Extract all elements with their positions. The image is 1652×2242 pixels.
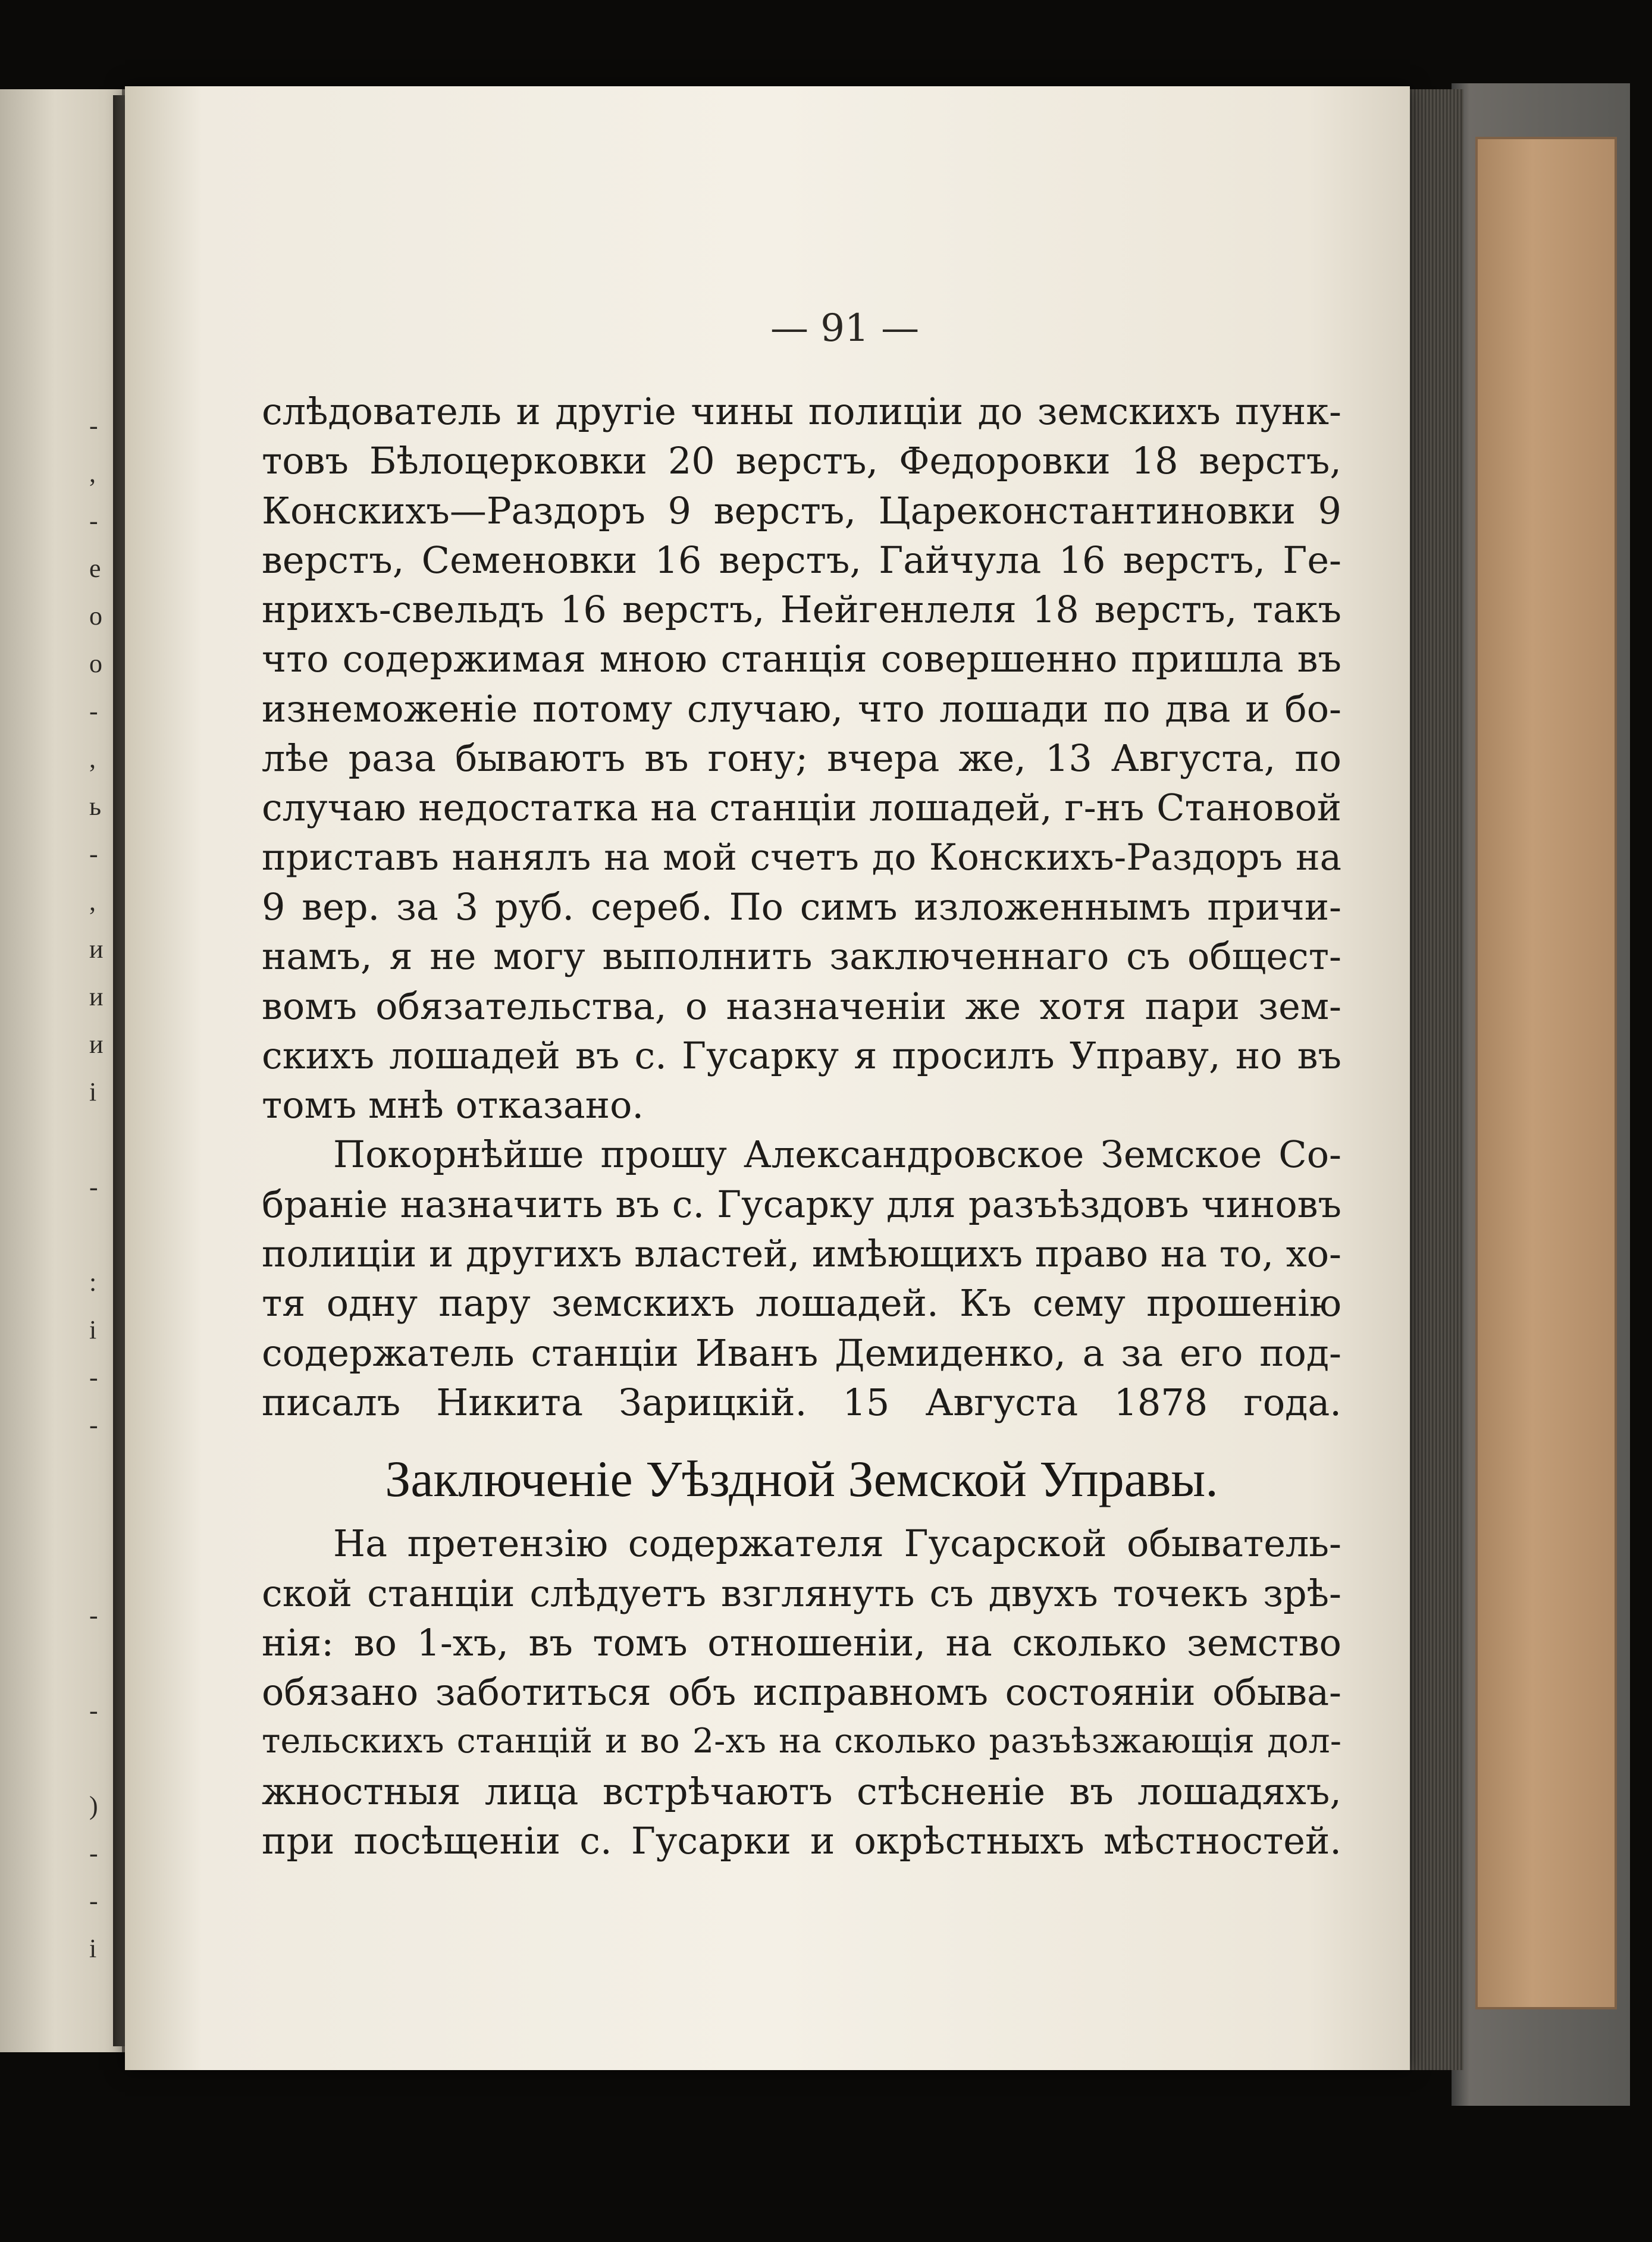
text-line: ской станціи слѣдуетъ взглянуть съ двухъ точекъ зрѣ-	[262, 1571, 1341, 1615]
left-margin-char: -	[89, 1601, 98, 1630]
page-body	[262, 387, 1341, 1865]
text-line: На претензію содержателя Гусарской обыватель-	[333, 1522, 1341, 1566]
left-margin-char: -	[89, 1886, 98, 1915]
book-page	[125, 86, 1410, 2070]
paragraph-2	[262, 1130, 1341, 1427]
text-line: жностныя лица встрѣчаютъ стѣсненіе въ лошадяхъ,	[262, 1769, 1341, 1813]
text-line: обязано заботиться объ исправномъ состояніи обыва-	[262, 1670, 1341, 1714]
text-line: нія: во 1-хъ, въ томъ отношеніи, на сколько земство	[262, 1620, 1341, 1664]
text-line: томъ мнѣ отказано.	[262, 1083, 644, 1127]
left-margin-char: о	[89, 601, 102, 631]
section-heading: Заключеніе Уѣздной Земской Управы.	[385, 1450, 1218, 1508]
left-margin-char: -	[89, 1696, 98, 1725]
text-line: скихъ лошадей въ с. Гусарку я просилъ Управу, но въ	[262, 1033, 1341, 1077]
left-margin-char: и	[89, 935, 104, 964]
page-number: — 91 —	[770, 306, 920, 350]
left-margin-char: -	[89, 1410, 98, 1440]
paragraph-3	[262, 1519, 1341, 1865]
text-line: писалъ Никита Зарицкій. 15 Августа 1878 года.	[262, 1380, 1341, 1424]
left-margin-char: і	[89, 1315, 97, 1344]
text-line: при посѣщеніи с. Гусарки и окрѣстныхъ мѣстностей.	[262, 1819, 1341, 1863]
text-line: тя одну пару земскихъ лошадей. Къ сему прошенію	[262, 1281, 1341, 1325]
left-margin-char: )	[89, 1791, 98, 1820]
text-line: что содержимая мною станція совершенно пришла въ	[262, 637, 1341, 681]
text-line: Покорнѣйше прошу Александровское Земское Со-	[333, 1133, 1341, 1177]
left-margin-char: ,	[89, 459, 96, 488]
text-line: содержатель станціи Иванъ Демиденко, а за его под-	[262, 1331, 1341, 1375]
text-line: полиціи и другихъ властей, имѣющихъ право на то, хо-	[262, 1232, 1341, 1276]
text-line: вомъ обязательства, о назначеніи же хотя пари зем-	[262, 984, 1341, 1028]
left-margin-char: е	[89, 554, 101, 583]
left-margin-char: :	[89, 1268, 97, 1297]
text-line: 9 вер. за 3 руб. сереб. По симъ изложеннымъ причи-	[262, 885, 1341, 929]
left-margin-char: и	[89, 982, 104, 1011]
left-margin-char: ,	[89, 887, 96, 916]
left-margin-char: -	[89, 839, 98, 868]
text-line: приставъ нанялъ на мой счетъ до Конскихъ-Раздоръ на	[262, 836, 1341, 879]
page-edges	[1404, 89, 1463, 2070]
left-page-edge	[0, 89, 126, 2052]
text-line: случаю недостатка на станціи лошадей, г-нъ Становой	[262, 786, 1341, 830]
left-margin-char: -	[89, 1363, 98, 1392]
left-margin-char: -	[89, 697, 98, 726]
text-line: браніе назначить въ с. Гусарку для разъѣздовъ чиновъ	[262, 1182, 1341, 1226]
left-margin-char: і	[89, 1077, 97, 1106]
left-margin-char: -	[89, 506, 98, 535]
text-line: изнеможеніе потому случаю, что лошади по два и бо-	[262, 686, 1341, 730]
left-margin-char: ,	[89, 744, 96, 773]
left-margin-char: -	[89, 411, 98, 440]
text-line: товъ Бѣлоцерковки 20 верстъ, Федоровки 18 верстъ,	[262, 439, 1341, 483]
text-line: Конскихъ—Раздоръ 9 верстъ, Цареконстантиновки 9	[262, 488, 1341, 532]
left-margin-char: и	[89, 1030, 104, 1059]
left-page-margin-chars	[0, 89, 122, 2052]
left-margin-char: -	[89, 1172, 98, 1202]
left-margin-char: -	[89, 1839, 98, 1868]
text-line: нрихъ-свельдъ 16 верстъ, Нейгенлеля 18 верстъ, такъ	[262, 588, 1341, 632]
left-margin-char: о	[89, 649, 102, 678]
paragraph-1	[262, 387, 1341, 1130]
text-line: тельскихъ станцій и во 2-хъ на сколько разъѣзжающія дол-	[262, 1722, 1341, 1761]
text-line: слѣдователь и другіе чины полиціи до земскихъ пунк-	[262, 390, 1341, 433]
text-line: верстъ, Семеновки 16 верстъ, Гайчула 16 верстъ, Ге-	[262, 538, 1341, 582]
text-line: намъ, я не могу выполнить заключеннаго съ общест-	[262, 935, 1341, 979]
text-line: лѣе раза бываютъ въ гону; вчера же, 13 Августа, по	[262, 736, 1341, 780]
left-margin-char: ь	[89, 792, 102, 821]
cover-board	[1475, 137, 1617, 2009]
left-margin-char: і	[89, 1934, 97, 1963]
